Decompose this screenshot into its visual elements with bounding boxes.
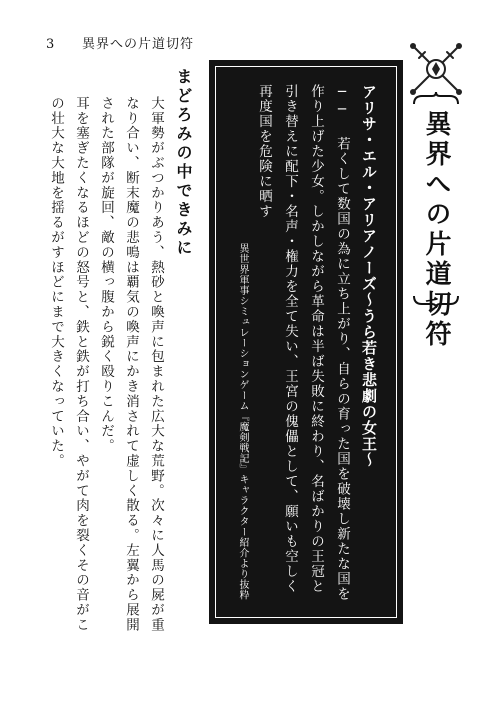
page-number: 3: [46, 37, 55, 52]
crossed-swords-emblem-icon: [405, 38, 467, 100]
body-paragraph: 耳を塞ぎたくなるほどの怒号と、鉄と鉄が打ち合い、やがて肉を裂くその音がこの壮大な大地を揺るがすほどにまで大きくなっていた。: [48, 96, 89, 633]
profile-source-note: 異世界軍事シミュレーションゲーム『魔剣戦記』キャラクター紹介より抜粋: [237, 243, 248, 600]
title-bracket-bottom-icon: [412, 294, 460, 308]
title-bracket-top-icon: [412, 92, 460, 106]
book-title: 異界への片道切符: [421, 110, 451, 350]
running-head: 異界への片道切符: [82, 37, 195, 52]
body-paragraph: 大軍勢がぶつかりあう、熱砂と喚声に包まれた広大な荒野。次々に人馬の屍が重なり合い、断末魔の悲鳴は覇気の喚声にかき消されて虚しく散る。左翼から展開された部隊が旋回、敵の横っ腹から鋭く殴りこんだ。: [98, 96, 164, 633]
character-description: ── 若くして数国の為に立ち上がり、自らの育った国を破壊し新たな国を作り上げた少女。しかしながら革命は半ば失敗に終わり、名ばかりの王冠と引き替えに配下・名声・権力を全て失い、王宮の傀儡として、願いも空しく再度国を危険に晒す: [256, 84, 350, 602]
character-profile-panel: [209, 60, 403, 624]
body-text: [46, 96, 168, 636]
character-name: アリサ・エル・アリアノーズ〜うら若き悲劇の女王〜: [360, 84, 378, 468]
chapter-heading: まどろみの中できみに: [174, 68, 193, 258]
